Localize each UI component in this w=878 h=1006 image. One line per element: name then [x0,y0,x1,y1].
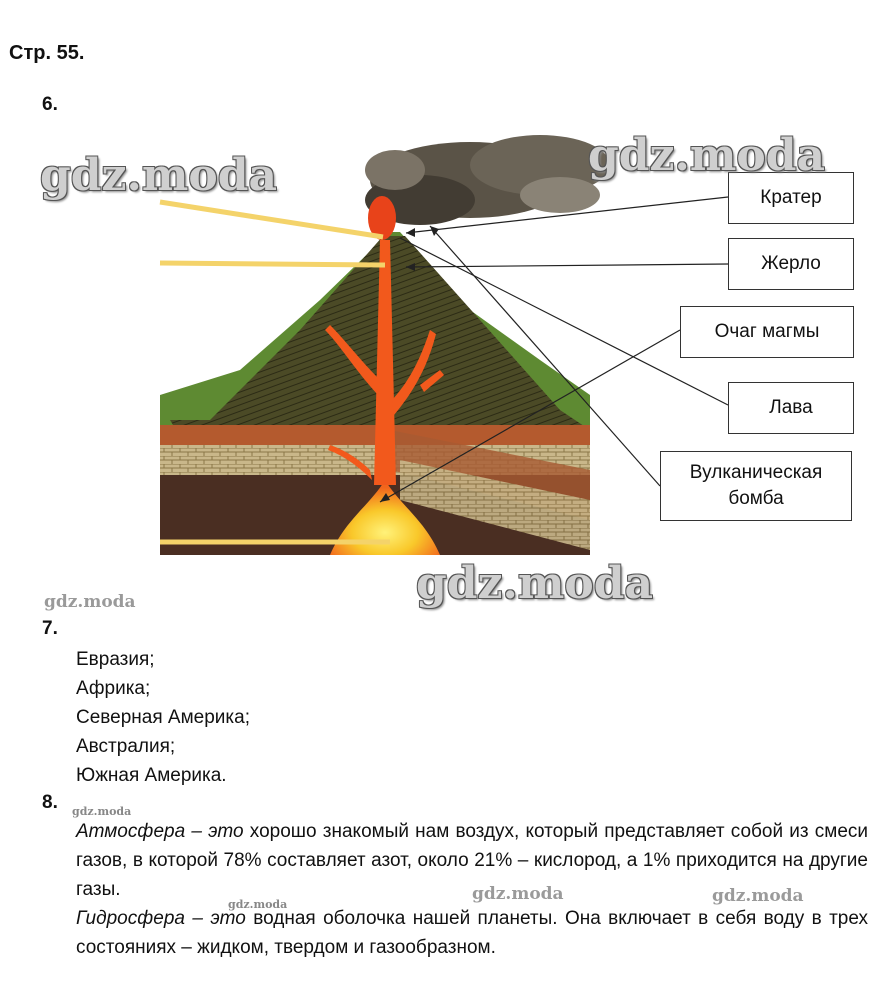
label-volcanic-bomb: Вулканическая бомба [660,451,852,521]
task-7-number: 7. [42,618,58,639]
smoke-cloud [365,135,610,225]
list-item: Северная Америка; [76,707,250,728]
watermark: gdz.moda [588,130,826,181]
watermark: gdz.moda [416,558,654,609]
continents-list [76,645,250,790]
watermark: gdz.moda [72,805,132,818]
label-lava: Лава [728,382,854,434]
list-item: Евразия; [76,649,155,670]
page-reference: Стр. 55. [9,42,85,64]
term-hydrosphere: Гидросфера [76,908,185,929]
task-6-number: 6. [42,94,58,115]
list-item: Австралия; [76,736,176,757]
watermark: gdz.moda [228,898,288,911]
label-vent: Жерло [728,238,854,290]
rock-layer-red [160,425,590,445]
list-item: Южная Америка. [76,765,227,786]
atmosphere-paragraph: Атмосфера – это хорошо знакомый нам воздух, который представляет собой из смеси газов, в которой 78% составляет азот, около 21% – кислород, а 1% приходится на другие газы. [76,821,869,900]
hydrosphere-paragraph: Гидросфера – это водная оболочка нашей планеты. Она включает в себя воду в трех состояниях – жидком, твердом и газообразном. [76,908,869,958]
watermark: gdz.moda [44,592,136,612]
label-crater: Кратер [728,172,854,224]
watermark: gdz.moda [40,150,278,201]
watermark: gdz.moda [712,886,804,906]
list-item: Африка; [76,678,151,699]
label-magma-chamber: Очаг магмы [680,306,854,358]
task-8-number: 8. [42,792,58,813]
watermark: gdz.moda [472,884,564,904]
term-atmosphere: Атмосфера [76,821,186,842]
